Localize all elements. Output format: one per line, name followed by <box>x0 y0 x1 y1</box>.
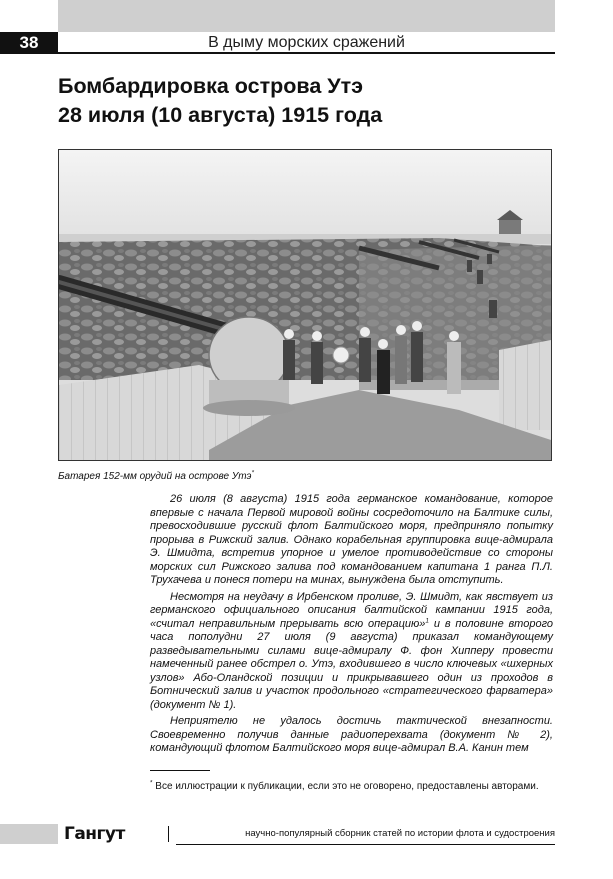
footer-tagline: научно-популярный сборник статей по истории флота и судостроения <box>176 824 555 845</box>
section-title: В дыму морских сражений <box>58 32 555 54</box>
footnote-text: Все иллюстрации к публикации, если это не оговорено, предоставлены авторами. <box>152 781 539 792</box>
page-number: 38 <box>0 32 58 54</box>
paragraph-2-part-a: Несмотря на неудачу в Ирбенском проливе, Э. Шмидт, как явствует из германского официального описания балтийской кампании 1915 года, «считал неправильным прерывать всю операцию» <box>150 590 553 630</box>
footer-gray-block <box>0 824 58 844</box>
paragraph-1: 26 июля (8 августа) 1915 года германское командование, которое впервые с начала Первой мировой войны сосредоточило на Балтике силы, превосходившие русский флот Балтийского моря, предприняло попытку прорыва в Рижский залив. Однако корабельная группировка вице-адмирала Э. Шмидта, встретив упорное и умелое противодействие со стороны морских сил Рижского залива под командованием капитана 1 ранга П.Л. Трухачева и понеся потери на минах, вынуждена была отступить. <box>150 493 553 586</box>
page-header <box>0 32 555 54</box>
caption-footnote-mark: * <box>251 469 254 477</box>
footer-divider <box>168 826 169 842</box>
article-body <box>150 493 553 759</box>
page-footer <box>0 824 555 844</box>
battery-photo <box>58 149 552 461</box>
paragraph-3: Неприятелю не удалось достичь тактической внезапности. Своевременно получив данные радиоперехвата (документ № 2), командующий флотом Балтийского моря вице-адмирал В.А. Канин тем <box>150 715 553 754</box>
footnote-mark: * <box>150 779 153 787</box>
title-line-1: Бомбардировка острова Утэ <box>58 74 364 98</box>
footnote-divider <box>150 770 210 771</box>
gangut-logo: Гангут <box>64 824 125 844</box>
caption-text: Батарея 152-мм орудий на острове Утэ <box>58 471 252 482</box>
photo-illustration <box>59 150 551 460</box>
title-line-2: 28 июля (10 августа) 1915 года <box>58 103 383 127</box>
photo-caption <box>58 471 254 482</box>
article-title <box>58 72 558 130</box>
header-gray-band <box>58 0 555 32</box>
footnote-ref-1[interactable]: 1 <box>425 616 429 624</box>
paragraph-2-part-b: и в половине второго часа пополудни 27 июля (9 августа) приказал командующему разведывательными силами вице-адмиралу Ф. фон Хипперу провести намеченный ранее обстрел о. Утэ, входившего в число ключевых «шхерных узлов» Або-Оландской позиции и прикрывавшего один из проходов в Ботнический залив и участок продольного «стратегического фарватера» (документ № 1). <box>150 617 553 711</box>
paragraph-2 <box>150 591 553 713</box>
footnote <box>150 780 553 793</box>
